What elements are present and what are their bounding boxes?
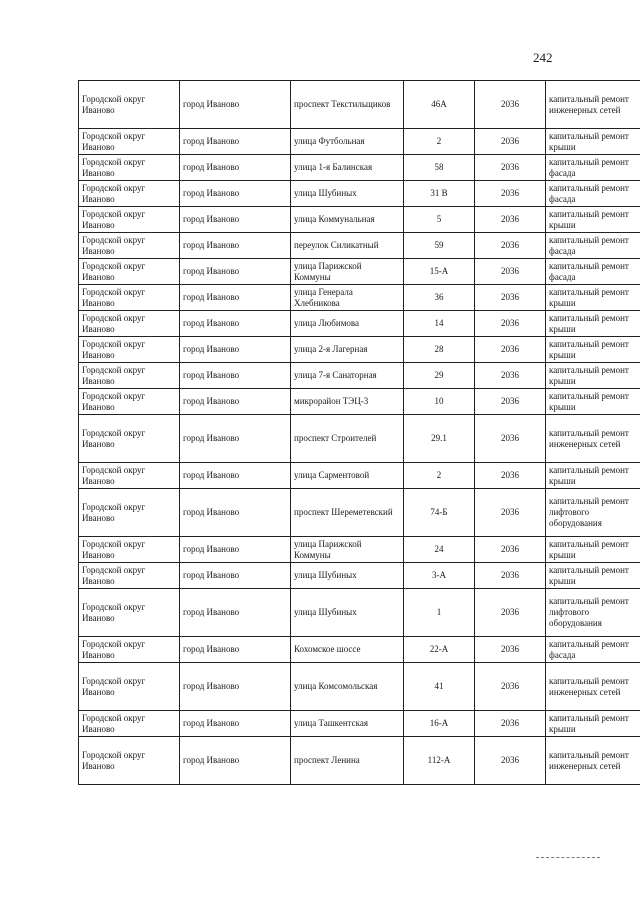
street-cell: улица Ташкентская	[291, 711, 404, 737]
house-number-cell: 3-А	[404, 563, 475, 589]
district-cell: Городской округ Иваново	[79, 389, 180, 415]
street-cell: улица Парижской Коммуны	[291, 537, 404, 563]
street-cell: проспект Текстильщиков	[291, 81, 404, 129]
work-type-cell: капитальный ремонт фасада	[546, 637, 640, 663]
work-type-cell: капитальный ремонт лифтового оборудования	[546, 489, 640, 537]
table-row	[79, 737, 640, 785]
table-row	[79, 489, 640, 537]
house-number-cell: 22-А	[404, 637, 475, 663]
table-row	[79, 363, 640, 389]
district-cell: Городской округ Иваново	[79, 589, 180, 637]
house-number-cell: 36	[404, 285, 475, 311]
page-number: 242	[533, 50, 553, 65]
district-cell: Городской округ Иваново	[79, 285, 180, 311]
table-row	[79, 663, 640, 711]
house-number-cell: 2	[404, 129, 475, 155]
city-cell: город Иваново	[180, 663, 291, 711]
district-cell: Городской округ Иваново	[79, 337, 180, 363]
house-number-cell: 46А	[404, 81, 475, 129]
street-cell: улица Футбольная	[291, 129, 404, 155]
district-cell: Городской округ Иваново	[79, 155, 180, 181]
work-type-cell: капитальный ремонт крыши	[546, 389, 640, 415]
street-cell: Кохомское шоссе	[291, 637, 404, 663]
table-row	[79, 181, 640, 207]
street-cell: микрорайон ТЭЦ-3	[291, 389, 404, 415]
city-cell: город Иваново	[180, 81, 291, 129]
house-number-cell: 2	[404, 463, 475, 489]
city-cell: город Иваново	[180, 129, 291, 155]
house-number-cell: 74-Б	[404, 489, 475, 537]
table-row	[79, 415, 640, 463]
repair-schedule-table	[78, 80, 640, 785]
city-cell: город Иваново	[180, 259, 291, 285]
district-cell: Городской округ Иваново	[79, 663, 180, 711]
street-cell: улица Шубиных	[291, 181, 404, 207]
house-number-cell: 28	[404, 337, 475, 363]
city-cell: город Иваново	[180, 337, 291, 363]
district-cell: Городской округ Иваново	[79, 737, 180, 785]
year-cell: 2036	[475, 389, 546, 415]
work-type-cell: капитальный ремонт крыши	[546, 311, 640, 337]
district-cell: Городской округ Иваново	[79, 563, 180, 589]
year-cell: 2036	[475, 711, 546, 737]
house-number-cell: 58	[404, 155, 475, 181]
city-cell: город Иваново	[180, 363, 291, 389]
year-cell: 2036	[475, 181, 546, 207]
house-number-cell: 14	[404, 311, 475, 337]
city-cell: город Иваново	[180, 311, 291, 337]
city-cell: город Иваново	[180, 207, 291, 233]
table-body	[79, 81, 640, 785]
house-number-cell: 29.1	[404, 415, 475, 463]
table-row	[79, 589, 640, 637]
street-cell: улица Комсомольская	[291, 663, 404, 711]
street-cell: переулок Силикатный	[291, 233, 404, 259]
table-row	[79, 311, 640, 337]
work-type-cell: капитальный ремонт крыши	[546, 711, 640, 737]
house-number-cell: 24	[404, 537, 475, 563]
work-type-cell: капитальный ремонт фасада	[546, 259, 640, 285]
year-cell: 2036	[475, 81, 546, 129]
city-cell: город Иваново	[180, 155, 291, 181]
city-cell: город Иваново	[180, 637, 291, 663]
house-number-cell: 16-А	[404, 711, 475, 737]
year-cell: 2036	[475, 207, 546, 233]
work-type-cell: капитальный ремонт крыши	[546, 563, 640, 589]
city-cell: город Иваново	[180, 589, 291, 637]
year-cell: 2036	[475, 637, 546, 663]
district-cell: Городской округ Иваново	[79, 711, 180, 737]
street-cell: улица Любимова	[291, 311, 404, 337]
year-cell: 2036	[475, 463, 546, 489]
work-type-cell: капитальный ремонт фасада	[546, 233, 640, 259]
district-cell: Городской округ Иваново	[79, 637, 180, 663]
street-cell: улица Парижской Коммуны	[291, 259, 404, 285]
district-cell: Городской округ Иваново	[79, 181, 180, 207]
work-type-cell: капитальный ремонт крыши	[546, 537, 640, 563]
year-cell: 2036	[475, 489, 546, 537]
work-type-cell: капитальный ремонт лифтового оборудования	[546, 589, 640, 637]
district-cell: Городской округ Иваново	[79, 363, 180, 389]
work-type-cell: капитальный ремонт инженерных сетей	[546, 737, 640, 785]
year-cell: 2036	[475, 563, 546, 589]
work-type-cell: капитальный ремонт крыши	[546, 463, 640, 489]
house-number-cell: 29	[404, 363, 475, 389]
district-cell: Городской округ Иваново	[79, 259, 180, 285]
city-cell: город Иваново	[180, 415, 291, 463]
city-cell: город Иваново	[180, 737, 291, 785]
city-cell: город Иваново	[180, 489, 291, 537]
district-cell: Городской округ Иваново	[79, 233, 180, 259]
house-number-cell: 15-А	[404, 259, 475, 285]
year-cell: 2036	[475, 259, 546, 285]
house-number-cell: 10	[404, 389, 475, 415]
table-row	[79, 389, 640, 415]
house-number-cell: 5	[404, 207, 475, 233]
table-row	[79, 233, 640, 259]
street-cell: улица Коммунальная	[291, 207, 404, 233]
year-cell: 2036	[475, 129, 546, 155]
table-row	[79, 259, 640, 285]
year-cell: 2036	[475, 311, 546, 337]
city-cell: город Иваново	[180, 563, 291, 589]
table-row	[79, 81, 640, 129]
year-cell: 2036	[475, 285, 546, 311]
year-cell: 2036	[475, 737, 546, 785]
work-type-cell: капитальный ремонт крыши	[546, 337, 640, 363]
street-cell: улица 1-я Балинская	[291, 155, 404, 181]
work-type-cell: капитальный ремонт инженерных сетей	[546, 415, 640, 463]
street-cell: проспект Шереметевский	[291, 489, 404, 537]
work-type-cell: капитальный ремонт крыши	[546, 363, 640, 389]
house-number-cell: 59	[404, 233, 475, 259]
district-cell: Городской округ Иваново	[79, 463, 180, 489]
district-cell: Городской округ Иваново	[79, 537, 180, 563]
work-type-cell: капитальный ремонт крыши	[546, 207, 640, 233]
city-cell: город Иваново	[180, 537, 291, 563]
city-cell: город Иваново	[180, 181, 291, 207]
table-row	[79, 285, 640, 311]
table-row	[79, 563, 640, 589]
city-cell: город Иваново	[180, 285, 291, 311]
district-cell: Городской округ Иваново	[79, 81, 180, 129]
year-cell: 2036	[475, 155, 546, 181]
house-number-cell: 1	[404, 589, 475, 637]
district-cell: Городской округ Иваново	[79, 311, 180, 337]
work-type-cell: капитальный ремонт крыши	[546, 285, 640, 311]
table-row	[79, 337, 640, 363]
table-row	[79, 155, 640, 181]
street-cell: улица Шубиных	[291, 589, 404, 637]
work-type-cell: капитальный ремонт фасада	[546, 155, 640, 181]
work-type-cell: капитальный ремонт инженерных сетей	[546, 81, 640, 129]
work-type-cell: капитальный ремонт крыши	[546, 129, 640, 155]
street-cell: улица 7-я Санаторная	[291, 363, 404, 389]
year-cell: 2036	[475, 415, 546, 463]
house-number-cell: 41	[404, 663, 475, 711]
year-cell: 2036	[475, 233, 546, 259]
table-row	[79, 129, 640, 155]
district-cell: Городской округ Иваново	[79, 415, 180, 463]
street-cell: проспект Ленина	[291, 737, 404, 785]
house-number-cell: 31 В	[404, 181, 475, 207]
street-cell: улица 2-я Лагерная	[291, 337, 404, 363]
city-cell: город Иваново	[180, 389, 291, 415]
table-row	[79, 537, 640, 563]
work-type-cell: капитальный ремонт фасада	[546, 181, 640, 207]
table-row	[79, 463, 640, 489]
year-cell: 2036	[475, 363, 546, 389]
street-cell: улица Генерала Хлебникова	[291, 285, 404, 311]
district-cell: Городской округ Иваново	[79, 207, 180, 233]
table-row	[79, 711, 640, 737]
city-cell: город Иваново	[180, 711, 291, 737]
district-cell: Городской округ Иваново	[79, 129, 180, 155]
district-cell: Городской округ Иваново	[79, 489, 180, 537]
street-cell: улица Шубиных	[291, 563, 404, 589]
work-type-cell: капитальный ремонт инженерных сетей	[546, 663, 640, 711]
street-cell: проспект Строителей	[291, 415, 404, 463]
year-cell: 2036	[475, 589, 546, 637]
footer-mark	[536, 857, 600, 858]
year-cell: 2036	[475, 663, 546, 711]
year-cell: 2036	[475, 337, 546, 363]
table-row	[79, 637, 640, 663]
street-cell: улица Сарментовой	[291, 463, 404, 489]
house-number-cell: 112-А	[404, 737, 475, 785]
table-row	[79, 207, 640, 233]
year-cell: 2036	[475, 537, 546, 563]
city-cell: город Иваново	[180, 233, 291, 259]
city-cell: город Иваново	[180, 463, 291, 489]
